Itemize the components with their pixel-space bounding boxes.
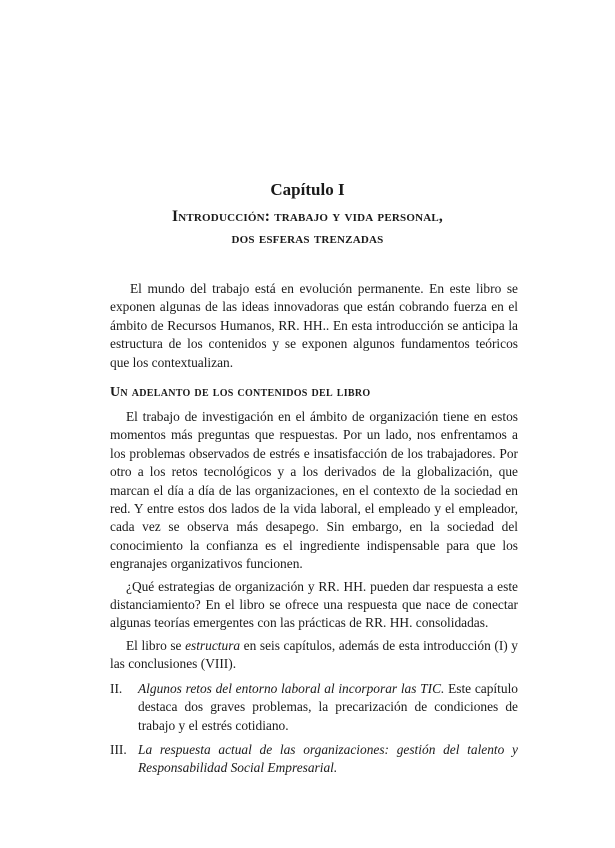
paragraph-3-after: en seis capítulos, además de esta introducción (I) y las conclusiones (VIII). — [110, 637, 518, 672]
intro-block — [110, 280, 518, 376]
list-item — [110, 741, 518, 778]
chapter-number: Capítulo I — [270, 180, 345, 199]
section-paragraph-3 — [110, 637, 518, 674]
list-item-number: III. — [110, 741, 127, 757]
list-item-title: Algunos retos del entorno laboral al incorporar las TIC. — [138, 680, 445, 696]
list-item-description: Este capítulo destaca dos graves problemas, la precarización de condiciones de trabajo y el estrés cotidiano. — [138, 680, 518, 733]
list-item-text — [138, 741, 518, 778]
chapter-title-line-2: dos esferas trenzadas — [231, 230, 384, 247]
list-item-text — [138, 680, 518, 735]
section-body — [110, 408, 518, 784]
chapter-title-line-1: Introducción: trabajo y vida personal, — [171, 208, 444, 225]
intro-paragraph: El mundo del trabajo está en evolución permanente. En este libro se exponen algunas de las ideas innovadoras que están cobrando fuerza en el ámbito de Recursos Humanos, RR. HH.. En esta introducción se anticipa la estructura de los contenidos y se exponen algunos fundamentos teóricos que los contextualizan. — [110, 281, 518, 370]
list-item-title: La respuesta actual de las organizaciones: gestión del talento y Responsabilidad Social Empresarial. — [138, 741, 518, 776]
chapter-list — [110, 680, 518, 778]
list-item-number: II. — [110, 680, 123, 696]
list-item — [110, 680, 518, 735]
paragraph-3-before: El libro se — [126, 637, 186, 653]
chapter-title — [0, 206, 615, 250]
paragraph-3-emphasis: estructura — [185, 637, 241, 653]
section-paragraph-1: El trabajo de investigación en el ámbito de organización tiene en estos momentos más preguntas que respuestas. Por un lado, nos enfrentamos a los problemas observados de estrés e insatisfacción de los trabajadores. Por otro a los retos tecnológicos y a los derivados de la globalización, que marcan el día a día de las organizaciones, en el contexto de la sociedad en red. Y entre estos dos lados de la vida laboral, el empleado y el empleador, cada vez se observa más desapego. Sin embargo, en la sociedad del conocimiento la confianza es el ingrediente indispensable para que los engranajes organizativos funcionen. — [110, 409, 518, 572]
section-heading: Un adelanto de los contenidos del libro — [110, 385, 371, 400]
section-paragraph-2: ¿Qué estrategias de organización y RR. HH. pueden dar respuesta a este distanciamiento? En el libro se ofrece una respuesta que nace de conectar algunas teorías emergentes con las prácticas de RR. HH. consolidadas. — [110, 578, 518, 631]
